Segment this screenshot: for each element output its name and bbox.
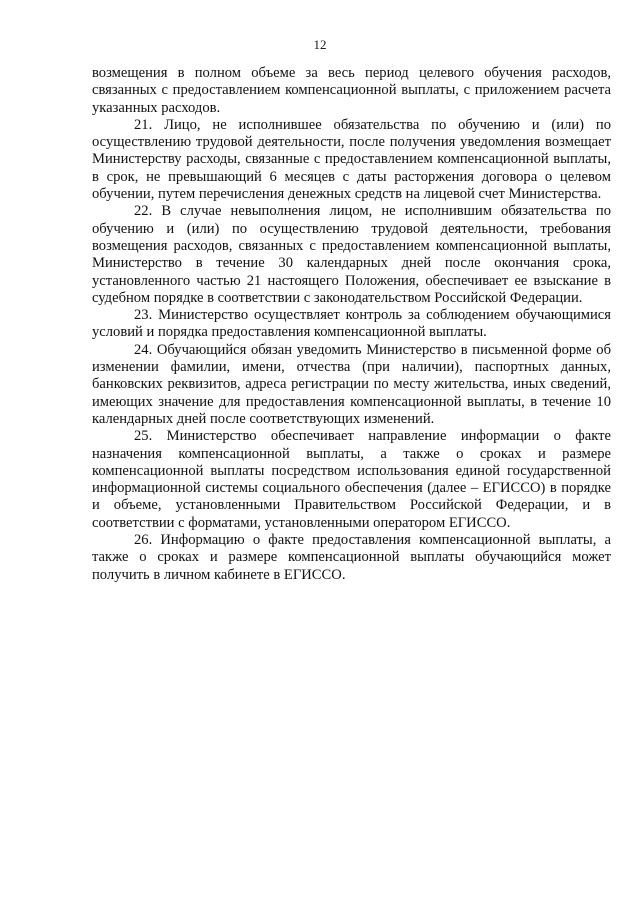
paragraph-continuation: возмещения в полном объеме за весь период целевого обучения расходов, связанных с предоставлением компенсационной выплаты, с приложением расчета указанных расходов.: [92, 65, 611, 116]
document-body: [92, 65, 611, 584]
page-number: 12: [313, 37, 327, 52]
paragraph-22: 22. В случае невыполнения лицом, не исполнившим обязательства по обучению и (или) по осуществлению трудовой деятельности, требования возмещения расходов, связанных с предоставлением компенсационной выплаты, Министерство в течение 30 календарных дней после окончания срока, установленного частью 21 настоящего Положения, обеспечивает ее взыскание в судебном порядке в соответствии с законодательством Российской Федерации.: [92, 203, 611, 306]
paragraph-24: 24. Обучающийся обязан уведомить Министерство в письменной форме об изменении фамилии, имени, отчества (при наличии), паспортных данных, банковских реквизитов, адреса регистрации по месту жительства, иных сведений, имеющих значение для предоставления компенсационной выплаты, в течение 10 календарных дней после соответствующих изменений.: [92, 341, 611, 427]
paragraph-26: 26. Информацию о факте предоставления компенсационной выплаты, а также о сроках и размере компенсационной выплаты обучающийся может получить в личном кабинете в ЕГИССО.: [92, 532, 611, 583]
paragraph-21: 21. Лицо, не исполнившее обязательства по обучению и (или) по осуществлению трудовой деятельности, после получения уведомления возмещает Министерству расходы, связанные с предоставлением компенсационной выплаты, в срок, не превышающий 6 месяцев с даты расторжения договора о целевом обучении, путем перечисления денежных средств на лицевой счет Министерства.: [92, 116, 611, 203]
paragraph-25: 25. Министерство обеспечивает направление информации о факте назначения компенсационной выплаты, а также о сроках и размере компенсационной выплаты посредством использования единой государственной информационной системы социального обеспечения (далее – ЕГИССО) в порядке и объеме, установленными Правительством Российской Федерации, и в соответствии с форматами, установленными оператором ЕГИССО.: [92, 428, 611, 531]
paragraph-23: 23. Министерство осуществляет контроль за соблюдением обучающимися условий и порядка предоставления компенсационной выплаты.: [92, 307, 611, 341]
